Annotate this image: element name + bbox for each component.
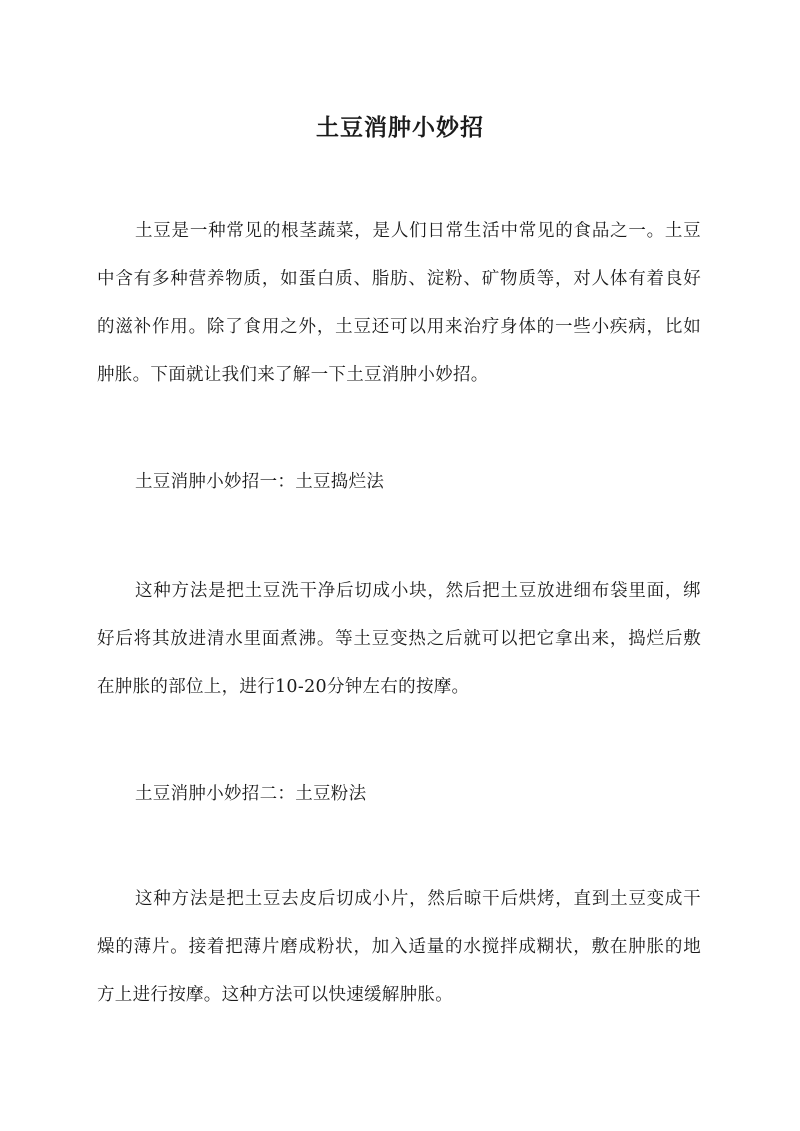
section-2-body: 这种方法是把土豆去皮后切成小片，然后晾干后烘烤，直到土豆变成干燥的薄片。接着把薄片磨成粉状，加入适量的水搅拌成糊状，敷在肿胀的地方上进行按摩。这种方法可以快速缓解肿胀。: [97, 889, 701, 1005]
section-1-body: 这种方法是把土豆洗干净后切成小块，然后把土豆放进细布袋里面，绑好后将其放进清水里面煮沸。等土豆变热之后就可以把它拿出来，捣烂后敷在肿胀的部位上，进行10-20分钟左右的按摩。: [97, 581, 701, 697]
section-2-heading: 土豆消肿小妙招二：土豆粉法: [135, 784, 367, 804]
intro-paragraph: 土豆是一种常见的根茎蔬菜，是人们日常生活中常见的食品之一。土豆中含有多种营养物质，如蛋白质、脂肪、淀粉、矿物质等，对人体有着良好的滋补作用。除了食用之外，土豆还可以用来治疗身体的一些小疾病，比如肿胀。下面就让我们来了解一下土豆消肿小妙招。: [97, 221, 701, 385]
section-1-heading: 土豆消肿小妙招一：土豆捣烂法: [135, 472, 385, 492]
document-title: 土豆消肿小妙招: [316, 114, 484, 142]
